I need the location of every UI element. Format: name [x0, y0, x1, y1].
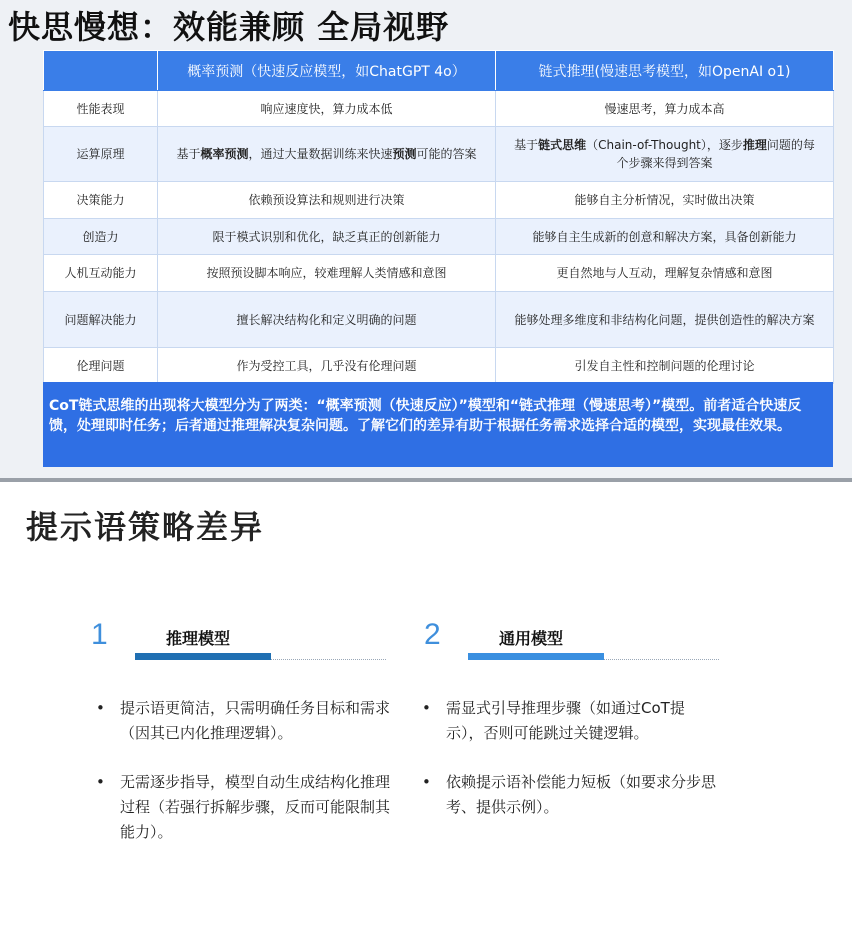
table-row [44, 127, 834, 182]
fast-cell: 按照预设脚本响应，较难理解人类情感和意图 [158, 255, 496, 292]
column-number: 2 [424, 618, 441, 651]
column-header-general [424, 612, 684, 662]
list-item-text: 提示语更简洁，只需明确任务目标和需求（因其已内化推理逻辑）。 [120, 699, 391, 742]
column-label: 推理模型 [166, 629, 231, 648]
table-row [44, 348, 834, 384]
page-title: 快思慢想：效能兼顾 全局视野 [8, 8, 450, 46]
table-row [44, 182, 834, 219]
list-item [422, 770, 718, 820]
slow-cell: 能够处理多维度和非结构化问题，提供创造性的解决方案 [496, 292, 834, 348]
slow-cell: 能够自主生成新的创意和解决方案，具备创新能力 [496, 219, 834, 255]
accent-bar [468, 653, 604, 660]
principle-text-3: 可能的答案 [416, 147, 477, 161]
summary-banner: CoT链式思维的出现将大模型分为了两类：“概率预测（快速反应）”模型和“链式推理（慢速思考）”模型。前者适合快速反馈，处理即时任务；后者通过推理解决复杂问题。了解它们的差异有助于根据任务需求选择合适的模型，实现最佳效果。 [43, 382, 833, 467]
dotted-rule [271, 659, 386, 660]
row-label: 伦理问题 [44, 348, 158, 384]
section-divider [0, 478, 852, 482]
principle-text-3: 问题的每个步骤来得到答案 [616, 138, 815, 170]
bullet-icon: • [422, 773, 431, 791]
principle-bold-2: 预测 [392, 147, 417, 161]
list-item-text: 需显式引导推理步骤（如通过CoT提示），否则可能跳过关键逻辑。 [446, 699, 685, 742]
comparison-table [43, 50, 834, 384]
principle-text-1: 基于 [514, 138, 539, 152]
table-header-row [44, 51, 834, 91]
bullet-icon: • [422, 699, 431, 717]
slow-cell: 慢速思考，算力成本高 [496, 91, 834, 127]
section-title: 提示语策略差异 [26, 508, 265, 546]
header-fast-model: 概率预测（快速反应模型，如ChatGPT 4o） [158, 51, 496, 91]
list-item-text: 依赖提示语补偿能力短板（如要求分步思考、提供示例）。 [446, 773, 717, 816]
slow-cell: 引发自主性和控制问题的伦理讨论 [496, 348, 834, 384]
row-label: 决策能力 [44, 182, 158, 219]
fast-cell: 依赖预设算法和规则进行决策 [158, 182, 496, 219]
slow-cell: 更自然地与人互动，理解复杂情感和意图 [496, 255, 834, 292]
header-empty [44, 51, 158, 91]
slow-cell [496, 127, 834, 182]
principle-text-1: 基于 [176, 147, 201, 161]
general-bullet-list [422, 696, 718, 844]
fast-cell: 限于模式识别和优化，缺乏真正的创新能力 [158, 219, 496, 255]
slow-cell: 能够自主分析情况，实时做出决策 [496, 182, 834, 219]
row-label: 运算原理 [44, 127, 158, 182]
row-label: 性能表现 [44, 91, 158, 127]
column-number: 1 [91, 618, 108, 651]
principle-bold-1: 链式思维 [538, 138, 587, 152]
principle-bold-2: 推理 [742, 138, 767, 152]
list-item [96, 770, 396, 845]
row-label: 创造力 [44, 219, 158, 255]
bullet-icon: • [96, 773, 105, 791]
table-row [44, 91, 834, 127]
column-header-reasoning [91, 612, 351, 662]
bullet-icon: • [96, 699, 105, 717]
principle-text-2: （Chain-of-Thought），逐步 [586, 138, 743, 152]
table-row [44, 219, 834, 255]
reasoning-bullet-list [96, 696, 396, 869]
list-item [422, 696, 718, 746]
fast-cell: 作为受控工具，几乎没有伦理问题 [158, 348, 496, 384]
column-label: 通用模型 [499, 629, 564, 648]
fast-cell: 响应速度快，算力成本低 [158, 91, 496, 127]
fast-cell: 擅长解决结构化和定义明确的问题 [158, 292, 496, 348]
fast-cell [158, 127, 496, 182]
principle-bold-1: 概率预测 [200, 147, 249, 161]
row-label: 问题解决能力 [44, 292, 158, 348]
list-item [96, 696, 396, 746]
dotted-rule [604, 659, 719, 660]
header-slow-model: 链式推理(慢速思考模型，如OpenAI o1) [496, 51, 834, 91]
principle-text-2: ，通过大量数据训练来快速 [248, 147, 393, 161]
row-label: 人机互动能力 [44, 255, 158, 292]
table-row [44, 292, 834, 348]
table-row [44, 255, 834, 292]
accent-bar [135, 653, 271, 660]
list-item-text: 无需逐步指导，模型自动生成结构化推理过程（若强行拆解步骤，反而可能限制其能力）。 [120, 773, 391, 841]
